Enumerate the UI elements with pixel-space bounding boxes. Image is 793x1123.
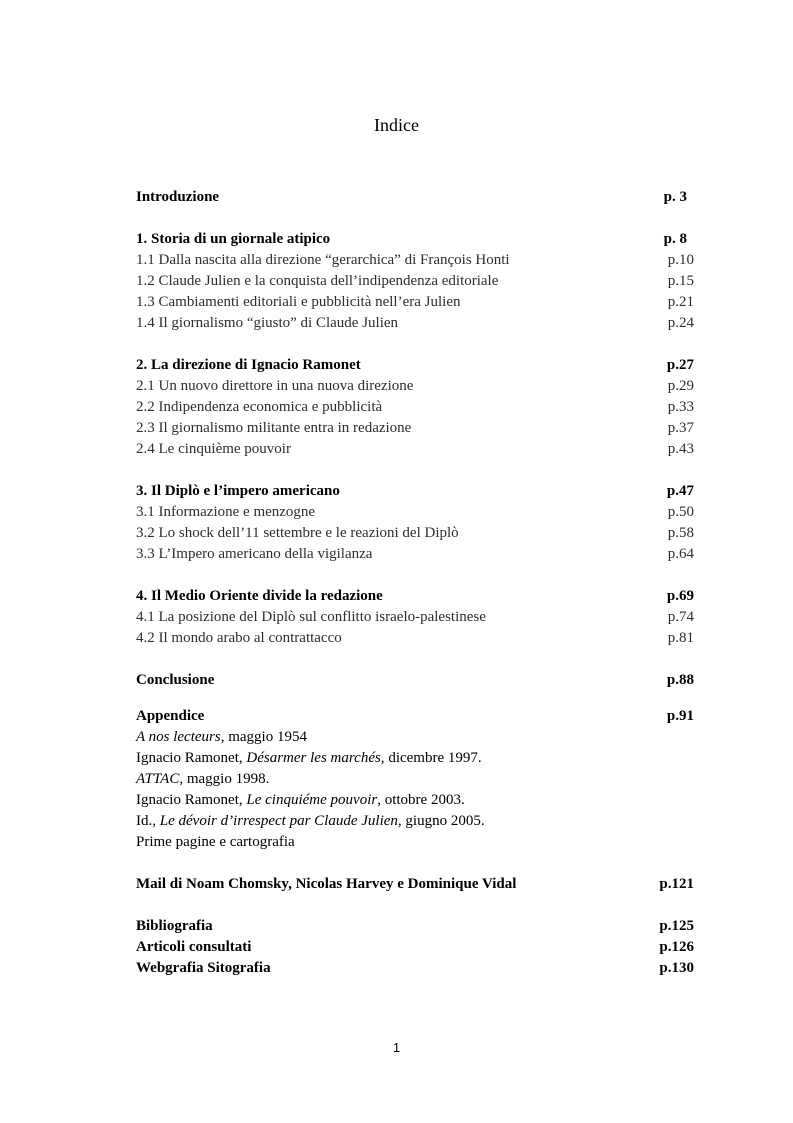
section-label: 2.3 Il giornalismo militante entra in redazione [136,420,412,436]
entry-label: Articoli consultati [136,939,252,955]
toc-chapter-1 [136,229,694,250]
section-label: 2.1 Un nuovo direttore in una nuova direzione [136,378,414,394]
toc-section [136,292,694,313]
toc-entry-bibliografia [136,916,694,937]
toc-entry-mail [136,874,694,895]
section-label: 1.4 Il giornalismo “giusto” di Claude Julien [136,315,399,331]
page-title: Indice [374,115,419,135]
section-label: 1.3 Cambiamenti editoriali e pubblicità nell’era Julien [136,294,461,310]
entry-label: Bibliografia [136,918,213,934]
appendix-item [136,727,694,748]
appendix-item-date: dicembre 1997. [384,750,482,766]
toc-section [136,628,694,649]
section-label: 2.4 Le cinquième pouvoir [136,441,291,457]
appendix-item-title: ATTAC [136,771,180,787]
toc-entry-conclusion [136,670,694,691]
chapter-label: 3. Il Diplò e l’impero americano [136,483,340,499]
entry-page: p.121 [659,876,694,892]
appendix-item [136,832,694,853]
entry-page: p.126 [659,939,694,955]
section-page: p.21 [667,294,694,310]
entry-page: p.125 [659,918,694,934]
entry-page: p. 3 [663,189,687,205]
table-of-contents [136,187,694,979]
appendix-item [136,811,694,832]
section-page: p.29 [667,378,694,394]
chapter-label: 2. La direzione di Ignacio Ramonet [136,357,361,373]
appendix-item-date: , maggio 1954 [220,729,307,745]
section-label: 3.2 Lo shock dell’11 settembre e le reazioni del Diplò [136,525,459,541]
appendix-item-author: Ignacio Ramonet, [136,792,247,808]
toc-section [136,376,694,397]
section-label: 3.1 Informazione e menzogne [136,504,316,520]
section-page: p.74 [667,609,694,625]
toc-section [136,271,694,292]
entry-page: p.88 [666,672,694,688]
entry-label: Conclusione [136,672,215,688]
toc-section [136,544,694,565]
toc-section [136,523,694,544]
toc-section [136,439,694,460]
section-page: p.15 [667,273,694,289]
toc-section [136,607,694,628]
entry-page: p.130 [659,960,694,976]
section-page: p.24 [667,315,694,331]
section-label: 1.1 Dalla nascita alla direzione “gerarchica” di François Honti [136,252,510,268]
appendix-item [136,769,694,790]
section-page: p.50 [667,504,694,520]
entry-page: p.91 [666,708,694,724]
section-label: 2.2 Indipendenza economica e pubblicità [136,399,383,415]
toc-section [136,250,694,271]
toc-entry-appendix [136,706,694,727]
appendix-item-title: Prime pagine e cartografia [136,834,295,850]
toc-entry-articoli [136,937,694,958]
appendix-item-date: , maggio 1998. [179,771,270,787]
section-page: p.37 [667,420,694,436]
section-page: p.81 [667,630,694,646]
appendix-item [136,790,694,811]
toc-entry-webgrafia [136,958,694,979]
toc-section [136,397,694,418]
chapter-label: 4. Il Medio Oriente divide la redazione [136,588,383,604]
section-label: 4.2 Il mondo arabo al contrattacco [136,630,342,646]
toc-chapter-4 [136,586,694,607]
chapter-page: p.47 [666,483,694,499]
toc-section [136,313,694,334]
section-page: p.43 [667,441,694,457]
appendix-item-date: , ottobre 2003. [377,792,465,808]
toc-chapter-3 [136,481,694,502]
section-page: p.10 [667,252,694,268]
toc-section [136,502,694,523]
appendix-item [136,748,694,769]
appendix-item-author: Id., [136,813,160,829]
chapter-page: p.27 [666,357,694,373]
appendix-item-title: Désarmer les marchés, [246,750,385,766]
toc-chapter-2 [136,355,694,376]
section-label: 1.2 Claude Julien e la conquista dell’indipendenza editoriale [136,273,499,289]
appendix-item-date: , giugno 2005. [397,813,485,829]
entry-label: Webgrafia Sitografia [136,960,271,976]
appendix-item-title: Le cinquiéme pouvoir [246,792,378,808]
chapter-page: p.69 [666,588,694,604]
page-number: 1 [392,1040,401,1055]
chapter-label: 1. Storia di un giornale atipico [136,231,331,247]
appendix-item-author: Ignacio Ramonet, [136,750,247,766]
entry-label: Appendice [136,708,205,724]
toc-section [136,418,694,439]
appendix-item-title: A nos lecteurs [136,729,221,745]
section-label: 3.3 L’Impero americano della vigilanza [136,546,373,562]
entry-label: Introduzione [136,189,220,205]
appendix-item-title: Le dévoir d’irrespect par Claude Julien [159,813,398,829]
section-page: p.58 [667,525,694,541]
section-label: 4.1 La posizione del Diplò sul conflitto israelo-palestinese [136,609,486,625]
toc-entry-introduction [136,187,694,208]
entry-label: Mail di Noam Chomsky, Nicolas Harvey e Dominique Vidal [136,876,517,892]
section-page: p.33 [667,399,694,415]
chapter-page: p. 8 [663,231,687,247]
section-page: p.64 [667,546,694,562]
